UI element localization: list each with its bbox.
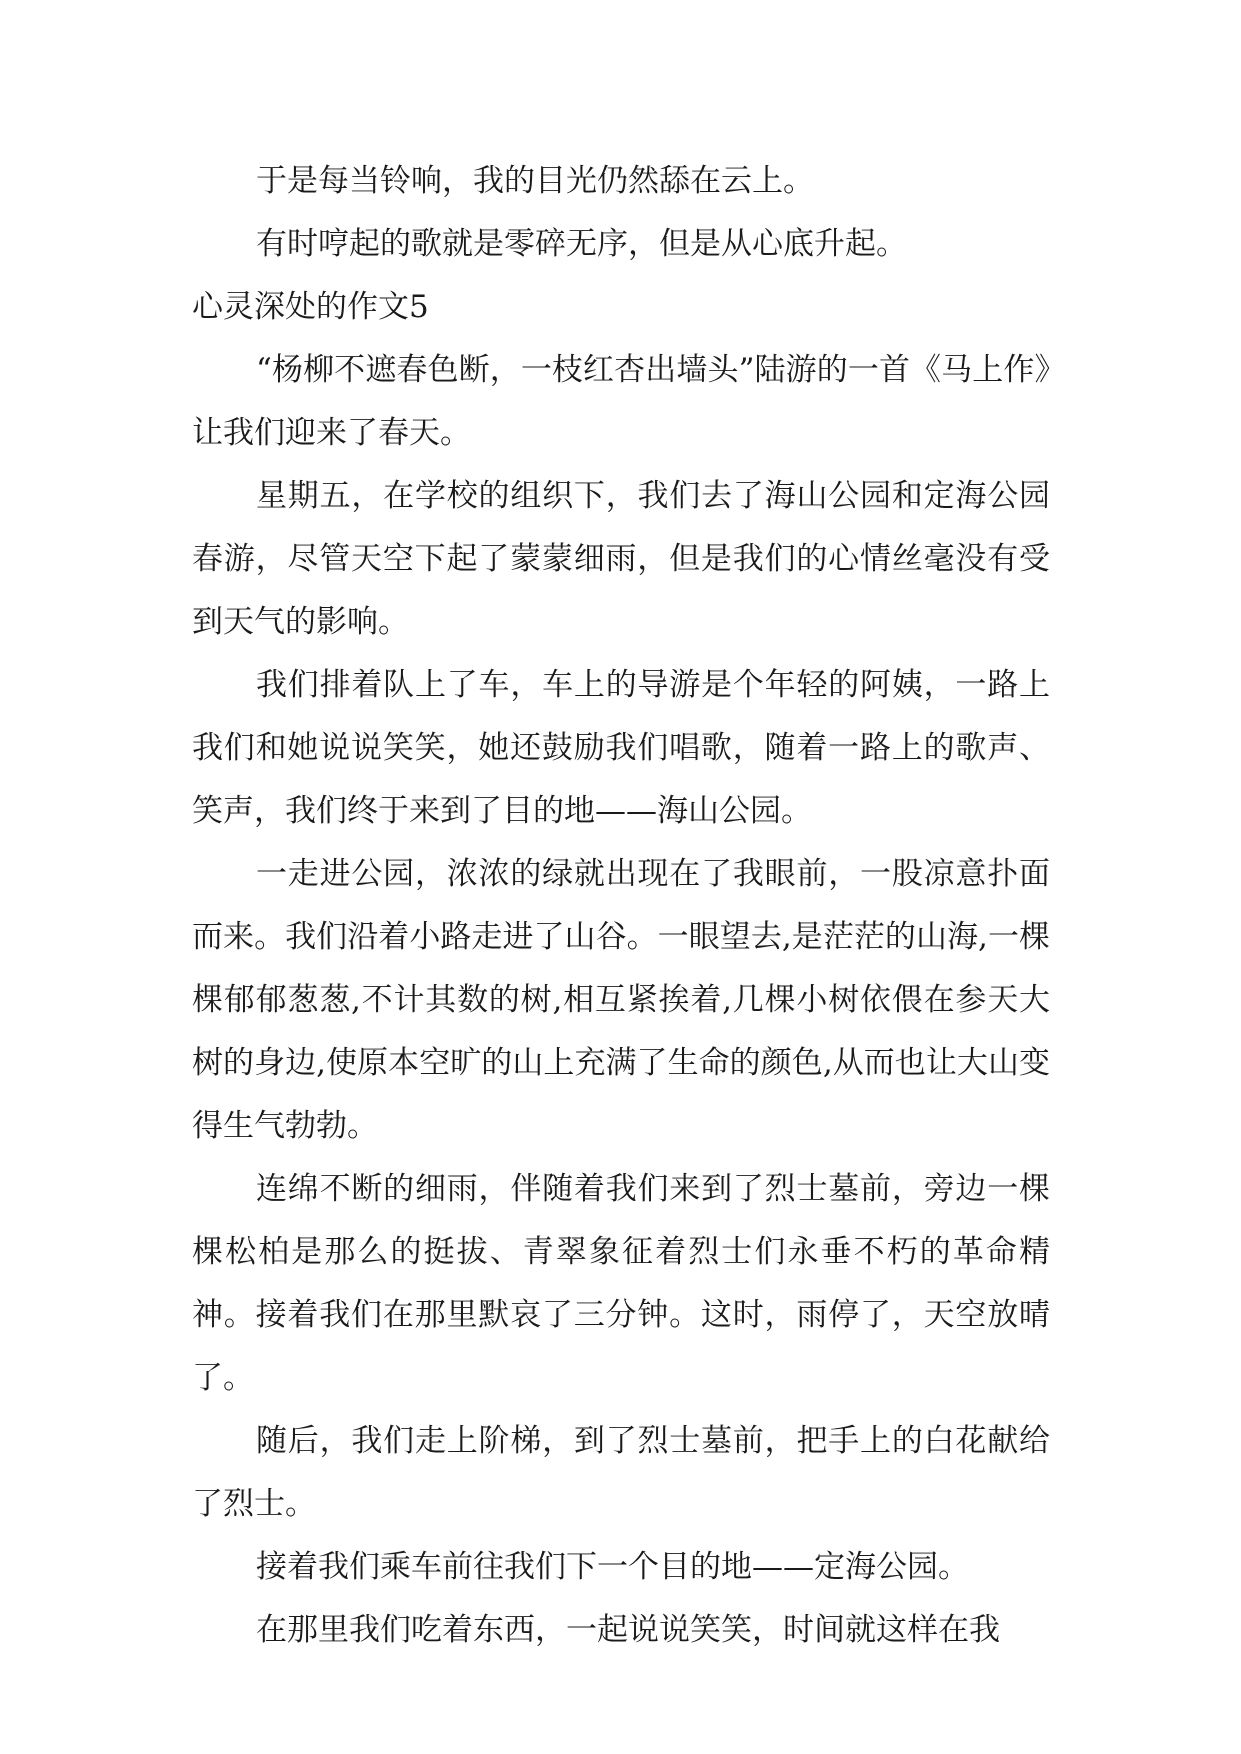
paragraph: “杨柳不遮春色断，一枝红杏出墙头”陆游的一首《马上作》让我们迎来了春天。 — [192, 352, 1050, 451]
paragraph: 在那里我们吃着东西，一起说说笑笑，时间就这样在我 — [256, 1612, 1000, 1648]
paragraph: 接着我们乘车前往我们下一个目的地——定海公园。 — [256, 1549, 969, 1585]
paragraph: 有时哼起的歌就是零碎无序，但是从心底升起。 — [256, 226, 907, 262]
document-body — [192, 150, 1050, 1662]
section-heading: 心灵深处的作文5 — [192, 289, 429, 325]
paragraph: 连绵不断的细雨，伴随着我们来到了烈士墓前，旁边一棵棵松柏是那么的挺拔、青翠象征着烈士们永垂不朽的革命精神。接着我们在那里默哀了三分钟。这时，雨停了，天空放晴了。 — [192, 1171, 1050, 1396]
paragraph: 于是每当铃响，我的目光仍然舔在云上。 — [256, 163, 814, 199]
paragraph: 一走进公园，浓浓的绿就出现在了我眼前，一股凉意扑面而来。我们沿着小路走进了山谷。一眼望去,是茫茫的山海,一棵棵郁郁葱葱,不计其数的树,相互紧挨着,几棵小树依偎在参天大树的身边,使原本空旷的山上充满了生命的颜色,从而也让大山变得生气勃勃。 — [192, 856, 1050, 1144]
paragraph: 星期五，在学校的组织下，我们去了海山公园和定海公园春游，尽管天空下起了蒙蒙细雨，但是我们的心情丝毫没有受到天气的影响。 — [192, 478, 1050, 640]
paragraph: 我们排着队上了车，车上的导游是个年轻的阿姨，一路上我们和她说说笑笑，她还鼓励我们唱歌，随着一路上的歌声、笑声，我们终于来到了目的地——海山公园。 — [192, 667, 1050, 829]
paragraph: 随后，我们走上阶梯，到了烈士墓前，把手上的白花献给了烈士。 — [192, 1423, 1050, 1522]
